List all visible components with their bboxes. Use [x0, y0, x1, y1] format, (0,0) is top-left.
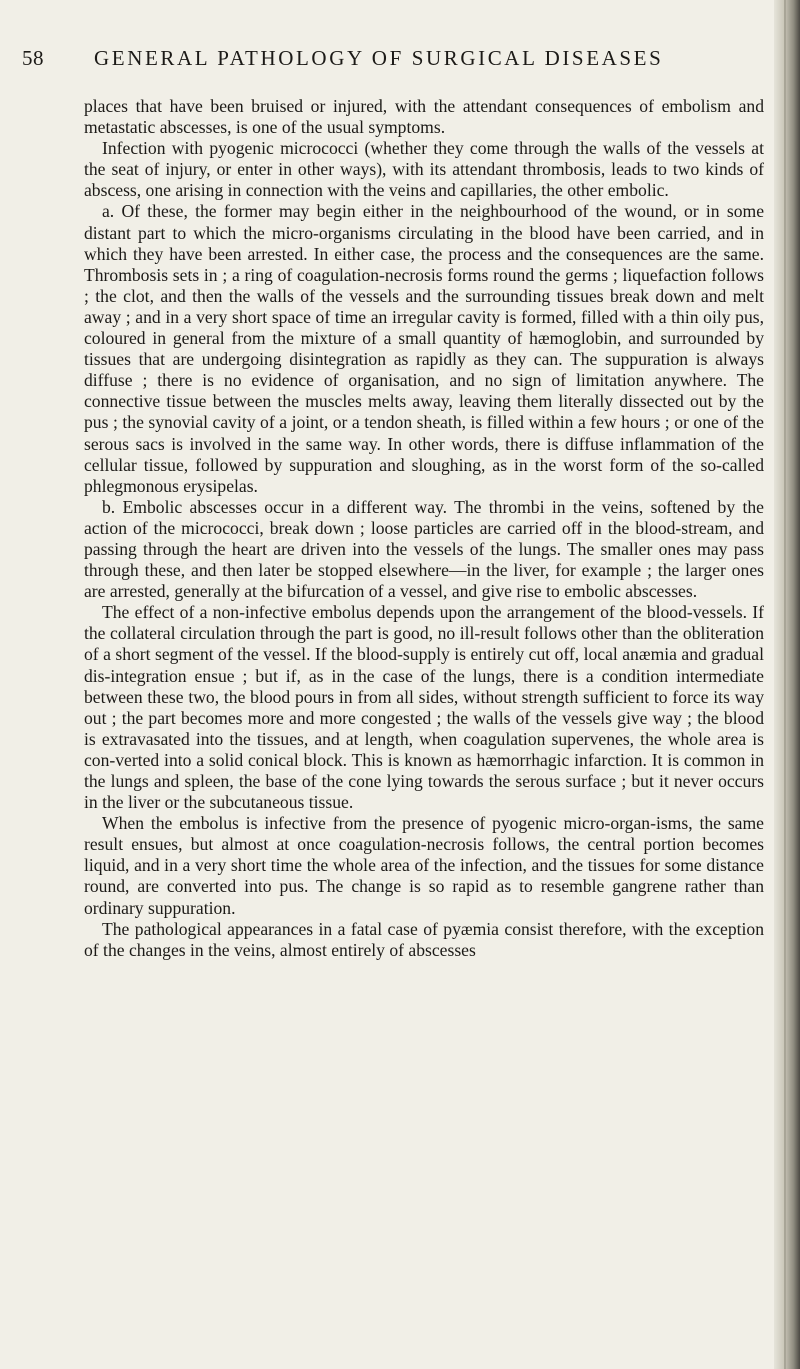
- paragraph-a-diffuse-abscess: a. Of these, the former may begin either in the neighbourhood of the wound, or in some distant part to which the micro-organisms circulating in the blood have been carried, and in which they have been arrested. In either case, the process and the consequences are the same. Thrombosis sets in ; a ring of coagulation-necrosis forms round the germs ; liquefaction follows ; the clot, and then the walls of the vessels and the surrounding tissues break down and melt away ; and in a very short space of time an irregular cavity is formed, filled with a thin oily pus, coloured in general from the mixture of a small quantity of hæmoglobin, and surrounded by tissues that are undergoing disintegration as rapidly as they can. The suppuration is always diffuse ; there is no evidence of organisation, and no sign of limitation anywhere. The connective tissue between the muscles melts away, leaving them literally dissected out by the pus ; the synovial cavity of a joint, or a tendon sheath, is filled within a few hours ; or one of the serous sacs is involved in the same way. In other words, there is diffuse inflammation of the cellular tissue, followed by suppuration and sloughing, as in the worst form of the so-called phlegmonous erysipelas.: [84, 201, 764, 496]
- page-header: [22, 46, 764, 74]
- paragraph-pathological-appearances: The pathological appearances in a fatal case of pyæmia consist therefore, with the exception of the changes in the veins, almost entirely of abscesses: [84, 918, 764, 960]
- page-edge-shadow: [774, 0, 800, 1369]
- page-edge-line: [784, 0, 786, 1369]
- paragraph-continuation: places that have been bruised or injured, with the attendant consequences of embolism and metastatic abscesses, is one of the usual symptoms.: [84, 96, 764, 138]
- paragraph-infective-embolus: When the embolus is infective from the presence of pyogenic micro-organ-isms, the same result ensues, but almost at once coagulation-necrosis follows, the central portion becomes liquid, and in a very short time the whole area of the infection, and the tissues for some distance round, are converted into pus. The change is so rapid as to resemble gangrene rather than ordinary suppuration.: [84, 813, 764, 918]
- running-title: GENERAL PATHOLOGY OF SURGICAL DISEASES: [94, 46, 664, 70]
- page-number: 58: [22, 46, 44, 70]
- paragraph-b-embolic-abscess: b. Embolic abscesses occur in a different way. The thrombi in the veins, softened by the action of the micrococci, break down ; loose particles are carried off in the blood-stream, and passing through the heart are driven into the vessels of the lungs. The smaller ones may pass through these, and then later be stopped elsewhere—in the liver, for example ; the larger ones are arrested, generally at the bifurcation of a vessel, and give rise to embolic abscesses.: [84, 496, 764, 602]
- paragraph-infection: Infection with pyogenic micrococci (whether they come through the walls of the vessels at the seat of injury, or enter in other ways), with its attendant thrombosis, leads to two kinds of abscess, one arising in connection with the veins and capillaries, the other embolic.: [84, 138, 764, 201]
- paragraph-non-infective-embolus: The effect of a non-infective embolus depends upon the arrangement of the blood-vessels. If the collateral circulation through the part is good, no ill-result follows other than the obliteration of a short segment of the vessel. If the blood-supply is entirely cut off, local anæmia and gradual dis-integration ensue ; but if, as in the case of the lungs, there is a condition intermediate between these two, the blood pours in from all sides, without strength sufficient to force its way out ; the part becomes more and more congested ; the walls of the vessels give way ; the blood is extravasated into the tissues, and at length, when coagulation supervenes, the whole area is con-verted into a solid conical block. This is known as hæmorrhagic infarction. It is common in the lungs and spleen, the base of the cone lying towards the serous surface ; but it never occurs in the liver or the subcutaneous tissue.: [84, 602, 764, 813]
- body-text: [84, 96, 764, 961]
